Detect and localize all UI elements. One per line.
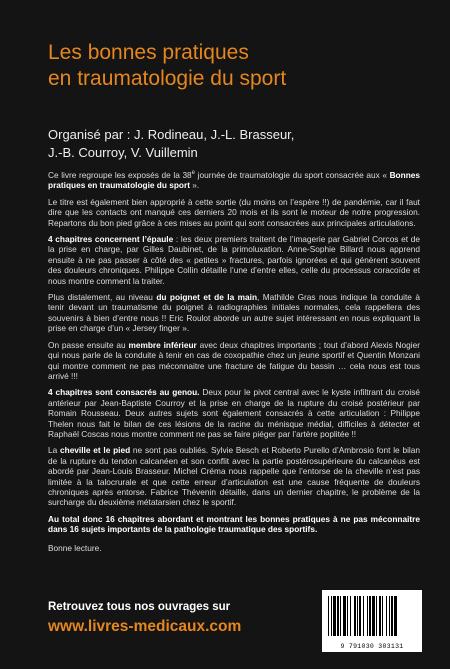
- paragraph-knee: [48, 387, 420, 439]
- bold-text: membre inférieur: [128, 339, 197, 350]
- footer-tagline: Retrouvez tous nos ouvrages sur: [48, 601, 231, 613]
- description: [48, 170, 420, 559]
- barcode-bars-icon: [328, 596, 416, 636]
- paragraph-shoulder: [48, 234, 420, 286]
- text: : les deux premiers traitent de l’imagerie par Gabriel Corcos et de la prise en charge, par Gilles Daubinet, de la primoluxation. Anne-Sophie Billard nous apprend ensuite à ne pas passer à côté des « petites » fractures, parfois ignorées et qui génèrent souvent des douleurs chroniques. Philippe Collin détaille l’une d’entre elles, celle du processus coracoïde et nous montre comment la traiter.: [48, 234, 420, 286]
- bold-text: 4 chapitres concernent l’épaule: [48, 234, 174, 245]
- book-title: [48, 40, 408, 92]
- title-line-2: en traumatologie du sport: [48, 67, 287, 90]
- paragraph-wrist: [48, 292, 420, 334]
- authors-line-1: Organisé par : J. Rodineau, J.-L. Brasseur,: [48, 127, 295, 142]
- title-line-1: Les bonnes pratiques: [48, 41, 249, 64]
- text: avec deux chapitres importants ; tout d’abord Alexis Nogier qui nous parle de la conduite à tenir en cas de coxopathie chez un jeune sportif et Quentin Monzani qui montre comment ne pas méconnaitre une fracture de fatigue du bassin … cela nous est tous arrivé !!!: [48, 339, 420, 381]
- text: ne sont pas oubliés. Sylvie Besch et Roberto Purello d’Ambrosio font le bilan de la rupture du tendon calcanéen et son conflit avec la partie postérosupérieure du calcanéus est abordé par Jean-Louis Brasseur. Michel Créma nous rappelle que l’entorse de la cheville n’est pas limitée à la talocrurale et que cette erreur d’articulation est une cause fréquente de douleurs chroniques après entorse. Fabrice Thévenin détaille, dans un dernier chapitre, le problème de la surcharge du deuxième métatarsien chez le sportif.: [48, 445, 420, 508]
- barcode-number: 9 791030 303131: [340, 643, 404, 650]
- bold-text: cheville et le pied: [60, 445, 131, 456]
- text: journée de traumatologie du sport consacrée aux «: [195, 170, 390, 180]
- authors-line-2: J.-B. Courroy, V. Vuillemin: [48, 145, 198, 160]
- bold-text: du poignet et de la main: [156, 292, 258, 303]
- paragraph-title: Le titre est également bien approprié à cette sortie (du moins on l’espère !!) de pandémie, car il faut dire que les contacts ont manqué ces derniers 20 mois et ils sont le moteur de notre progression. Repartons du bon pied grâce à ces mises au point qui sont consacrées aux principales articulations.: [48, 196, 420, 228]
- text: , Mathilde Gras nous indique la conduite à tenir devant un traumatisme du poignet à radiographies initiales normales, cela rappellera des souvenirs à bien d’entre nous !! Eric Roulot aborde un autre sujet intéressant en nous expliquant la prise en charge d’un « Jersey finger ».: [48, 292, 420, 334]
- authors-block: [48, 126, 428, 162]
- superscript: e: [191, 170, 196, 177]
- paragraph-lower-limb: [48, 340, 420, 382]
- paragraph-intro: [48, 170, 420, 191]
- text: La: [48, 445, 61, 456]
- bold-text: 4 chapitres sont consacrés au genou.: [48, 387, 200, 398]
- paragraph-ankle: [48, 445, 420, 507]
- barcode: [322, 590, 422, 652]
- bold-text: Au total donc 16 chapitres abordant et montrant les bonnes pratiques à ne pas méconnaitre dans 16 sujets importants de la pathologie traumatique des sportifs.: [48, 513, 420, 535]
- paragraph-summary: [48, 514, 420, 535]
- text: On passe ensuite au: [48, 339, 129, 350]
- footer-website-link[interactable]: www.livres-medicaux.com: [48, 618, 242, 635]
- text: ».: [189, 180, 200, 191]
- text: Deux pour le pivot central avec le kyste infiltrant du croisé antérieur par Jean-Baptiste Courroy et la prise en charge de la rupture du croisé postérieur par Romain Rousseau. Deux autres sujets sont également consacrés à cette articulation : Philippe Thelen nous fait le bilan de ces lésions de la racine du ménisque médial, difficiles à détecter et Raphaël Coscas nous montre comment ne pas se faire piéger par l’artère poplitée !!: [48, 387, 420, 439]
- text: Plus distalement, au niveau: [48, 292, 157, 303]
- text: Ce livre regroupe les exposés de la 38: [48, 170, 192, 180]
- paragraph-closing: Bonne lecture.: [48, 542, 102, 553]
- bold-text: Bonnes pratiques en traumatologie du sport: [48, 170, 420, 191]
